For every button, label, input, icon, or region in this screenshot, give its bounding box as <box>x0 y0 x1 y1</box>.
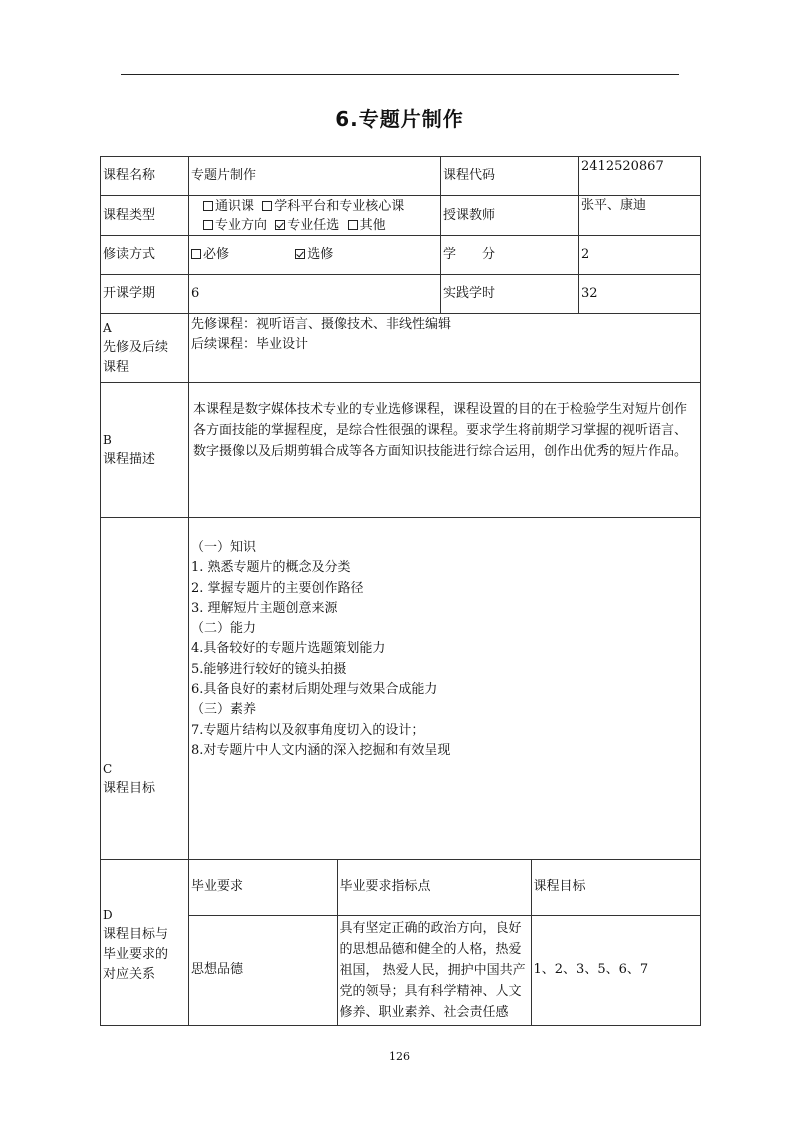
description-text: 本课程是数字媒体技术专业的专业选修课程，课程设置的目的在于检验学生对短片创作各方面技能的掌握程度，是综合性很强的课程。要求学生将前期学习掌握的视听语言、数字摄像以及后期剪辑合成等各方面知识技能进行综合运用，创作出优秀的短片作品。 <box>193 402 688 459</box>
mapping-indicator: 具有坚定正确的政治方向，良好的思想品德和健全的人格，热爱祖国， 热爱人民，拥护中国共产党的领导；具有科学精神、人文修养、职业素养、社会责任感 <box>337 915 531 1025</box>
course-name-label: 课程名称 <box>101 157 189 196</box>
goals-line: （二）能力 <box>191 621 257 637</box>
prereq-label-line2: 课程 <box>103 360 130 375</box>
page-number: 126 <box>389 1050 410 1063</box>
description-label: 课程描述 <box>103 452 156 467</box>
option-major-direction: 专业方向 <box>215 217 268 233</box>
semester-value: 6 <box>189 275 441 314</box>
checkbox-general[interactable] <box>203 201 213 211</box>
option-major-elective: 专业任选 <box>287 217 340 233</box>
mapping-header-requirement: 毕业要求 <box>189 860 337 915</box>
mapping-label-line1: 课程目标与 <box>103 927 169 942</box>
teacher-value: 张平、康迪 <box>579 196 701 236</box>
mapping-header-indicator: 毕业要求指标点 <box>337 860 531 915</box>
description-cell <box>189 383 701 518</box>
goals-line: 8.对专题片中人文内涵的深入挖掘和有效呈现 <box>191 742 451 758</box>
mapping-header-goals: 课程目标 <box>531 860 701 915</box>
mapping-label-line3: 对应关系 <box>103 967 156 982</box>
mapping-label-cell <box>101 860 189 1026</box>
prereq-label-line1: 先修及后续 <box>103 340 169 355</box>
prereq-letter: A <box>103 321 112 335</box>
course-name-value: 专题片制作 <box>189 157 441 196</box>
checkbox-core[interactable] <box>262 201 272 211</box>
checkbox-required[interactable] <box>191 249 201 259</box>
mapping-table <box>189 860 701 1025</box>
checkbox-major-direction[interactable] <box>203 220 213 230</box>
row-course-name <box>101 157 701 196</box>
practice-hours-label: 实践学时 <box>441 275 579 314</box>
goals-line: 5.能够进行较好的镜头拍摄 <box>191 661 347 677</box>
credit-value: 2 <box>579 236 701 275</box>
option-general: 通识课 <box>215 198 255 214</box>
option-required: 必修 <box>203 247 230 262</box>
course-code-value: 2412520867 <box>579 157 701 196</box>
option-core: 学科平台和专业核心课 <box>274 198 405 214</box>
goals-line: 4.具备较好的专题片选题策划能力 <box>191 641 386 657</box>
prereq-content <box>189 314 701 383</box>
mapping-header-row <box>189 860 701 915</box>
course-table <box>100 156 701 1026</box>
course-type-label: 课程类型 <box>101 196 189 236</box>
section-title: 6.专题片制作 <box>335 107 464 131</box>
goals-line: 3. 理解短片主题创意来源 <box>191 600 338 616</box>
row-semester <box>101 275 701 314</box>
mapping-goals: 1、2、3、5、6、7 <box>531 915 701 1025</box>
checkbox-major-elective[interactable] <box>275 220 285 230</box>
row-prereq <box>101 314 701 383</box>
goals-line: 6.具备良好的素材后期处理与效果合成能力 <box>191 682 438 698</box>
prereq-label-cell <box>101 314 189 383</box>
goals-line: （三）素养 <box>191 702 257 718</box>
semester-label: 开课学期 <box>101 275 189 314</box>
description-letter: B <box>103 433 112 447</box>
mapping-cell <box>189 860 701 1026</box>
row-course-type <box>101 196 701 236</box>
goals-line: 1. 熟悉专题片的概念及分类 <box>191 560 351 576</box>
checkbox-other[interactable] <box>348 220 358 230</box>
prereq-before: 先修课程：视听语言、摄像技术、非线性编辑 <box>191 317 452 332</box>
course-code-label: 课程代码 <box>441 157 579 196</box>
row-mapping <box>101 860 701 1026</box>
row-description <box>101 383 701 518</box>
option-elective: 选修 <box>307 247 334 262</box>
description-label-cell <box>101 383 189 518</box>
header-rule <box>121 74 679 75</box>
credit-label: 学 分 <box>441 236 579 275</box>
checkbox-elective[interactable] <box>295 249 305 259</box>
practice-hours-value: 32 <box>579 275 701 314</box>
study-mode-label: 修读方式 <box>101 236 189 275</box>
goals-label-cell <box>101 518 189 860</box>
goals-line: （一）知识 <box>191 540 257 555</box>
row-goals <box>101 518 701 860</box>
mapping-label-line2: 毕业要求的 <box>103 947 169 962</box>
teacher-label: 授课教师 <box>441 196 579 236</box>
option-other: 其他 <box>359 217 386 233</box>
row-study-mode <box>101 236 701 275</box>
mapping-requirement: 思想品德 <box>189 915 337 1025</box>
goals-line: 7.专题片结构以及叙事角度切入的设计； <box>191 722 425 738</box>
prereq-after: 后续课程：毕业设计 <box>191 337 309 352</box>
goals-cell <box>189 518 701 860</box>
goals-line: 2. 掌握专题片的主要创作路径 <box>191 580 364 596</box>
mapping-letter: D <box>103 908 113 922</box>
goals-letter: C <box>103 762 113 776</box>
study-mode-options <box>189 236 441 275</box>
goals-label: 课程目标 <box>103 781 156 796</box>
course-type-options <box>189 196 441 236</box>
mapping-row <box>189 915 701 1025</box>
